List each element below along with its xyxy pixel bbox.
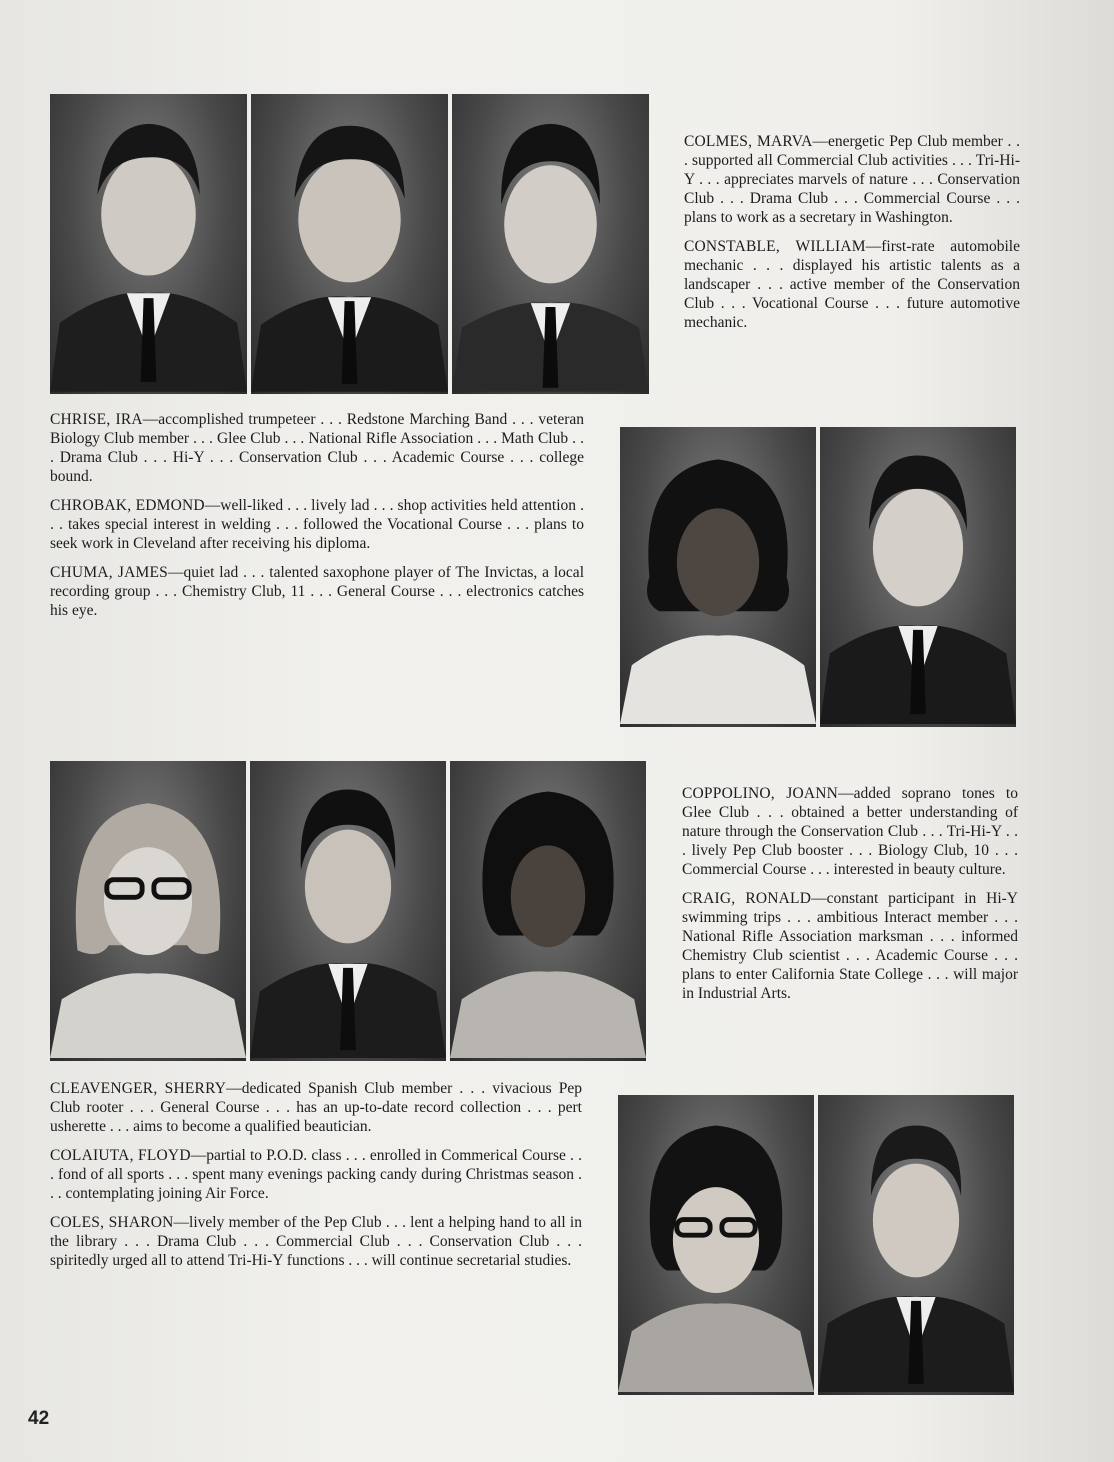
boy-portrait-drawing: [50, 94, 247, 394]
student-name: CHRISE, IRA: [50, 411, 143, 428]
bio-text: —energetic Pep Club member . . . supported all Commercial Club activities . . . Tri-Hi-Y . . . appreciates marvels of nature . . . Conservation Club . . . Drama Club . . . Commercial Course . . . plans to work as a secretary in Washington.: [684, 133, 1020, 226]
portrait-photo: [250, 761, 446, 1061]
girl-portrait-drawing: [450, 761, 646, 1061]
student-name: CHROBAK, EDMOND: [50, 497, 205, 514]
photo-row-bottom-right: [618, 1095, 1014, 1395]
portrait-photo: [50, 94, 247, 394]
boy-portrait-drawing: [452, 94, 649, 394]
bio-entry: [684, 237, 1020, 332]
student-name: CLEAVENGER, SHERRY: [50, 1080, 227, 1097]
student-name: COLAIUTA, FLOYD: [50, 1147, 191, 1164]
boy-portrait-drawing: [250, 761, 446, 1061]
bio-text: —constant participant in Hi-Y swimming trips . . . ambitious Interact member . . . National Rifle Association marksman . . . informed Chemistry Club scientist . . . Academic Course . . . plans to enter California State College . . . will major in Industrial Arts.: [682, 890, 1018, 1002]
portrait-photo: [452, 94, 649, 394]
student-name: COLES, SHARON: [50, 1214, 174, 1231]
photo-row-middle-right: [620, 427, 1016, 727]
bio-text: —partial to P.O.D. class . . . enrolled in Commerical Course . . . fond of all sports . . . spent many evenings packing candy during Christmas season . . . contemplating joining Air Force.: [50, 1147, 583, 1202]
photo-row-top-left: [50, 94, 649, 394]
bio-entry: [50, 1079, 582, 1136]
student-name: CRAIG, RONALD: [682, 890, 812, 907]
bio-block-middle-left: [50, 410, 584, 630]
boy-portrait-drawing: [251, 94, 448, 394]
bio-block-top-right: [684, 132, 1020, 342]
boy-portrait-drawing: [818, 1095, 1014, 1395]
bio-entry: [50, 410, 584, 486]
boy-portrait-drawing: [820, 427, 1016, 727]
bio-text: —first-rate automobile mechanic . . . displayed his artistic talents as a landscaper . . . active member of the Conservation Club . . . Vocational Course . . . future automotive mechanic.: [684, 238, 1020, 331]
portrait-photo: [50, 761, 246, 1061]
bio-entry: [50, 1146, 582, 1203]
bio-block-bottom-left: [50, 1079, 582, 1280]
student-name: COLMES, MARVA: [684, 133, 813, 150]
bio-entry: [684, 132, 1020, 227]
bio-entry: [50, 563, 584, 620]
bio-text: —accomplished trumpeteer . . . Redstone Marching Band . . . veteran Biology Club member . . . Glee Club . . . National Rifle Association . . . Math Club . . . Drama Club . . . Hi-Y . . . Conservation Club . . . Academic Course . . . college bound.: [50, 411, 585, 485]
portrait-photo: [618, 1095, 814, 1395]
portrait-photo: [251, 94, 448, 394]
portrait-photo: [620, 427, 816, 727]
bio-block-lower-right: [682, 784, 1018, 1013]
bio-entry: [682, 889, 1018, 1003]
portrait-photo: [450, 761, 646, 1061]
bio-text: —lively member of the Pep Club . . . lent a helping hand to all in the library . . . Drama Club . . . Commercial Club . . . Conservation Club . . . spiritedly urged all to attend Tri-Hi-Y functions . . . will continue secretarial studies.: [50, 1214, 582, 1269]
bio-entry: [682, 784, 1018, 879]
girl-portrait-drawing: [618, 1095, 814, 1395]
photo-row-lower-left: [50, 761, 646, 1061]
bio-text: —dedicated Spanish Club member . . . vivacious Pep Club rooter . . . General Course . . . has an up-to-date record collection . . . pert usherette . . . aims to become a qualified beautician.: [50, 1080, 582, 1135]
student-name: CONSTABLE, WILLIAM: [684, 238, 866, 255]
student-name: COPPOLINO, JOANN: [682, 785, 839, 802]
page-number: 42: [28, 1408, 50, 1429]
girl-portrait-drawing: [620, 427, 816, 727]
bio-text: —well-liked . . . lively lad . . . shop activities held attention . . . takes special interest in welding . . . followed the Vocational Course . . . plans to seek work in Cleveland after receiving his diploma.: [50, 497, 584, 552]
bio-text: —added soprano tones to Glee Club . . . obtained a better understanding of nature through the Conservation Club . . . Tri-Hi-Y . . . lively Pep Club booster . . . Biology Club, 10 . . . Commercial Course . . . interested in beauty culture.: [682, 785, 1018, 878]
bio-entry: [50, 1213, 582, 1270]
bio-text: —quiet lad . . . talented saxophone player of The Invictas, a local recording group . . . Chemistry Club, 11 . . . General Course . . . electronics catches his eye.: [50, 564, 584, 619]
bio-entry: [50, 496, 584, 553]
student-name: CHUMA, JAMES: [50, 564, 168, 581]
portrait-photo: [818, 1095, 1014, 1395]
girl-portrait-drawing: [50, 761, 246, 1061]
portrait-photo: [820, 427, 1016, 727]
